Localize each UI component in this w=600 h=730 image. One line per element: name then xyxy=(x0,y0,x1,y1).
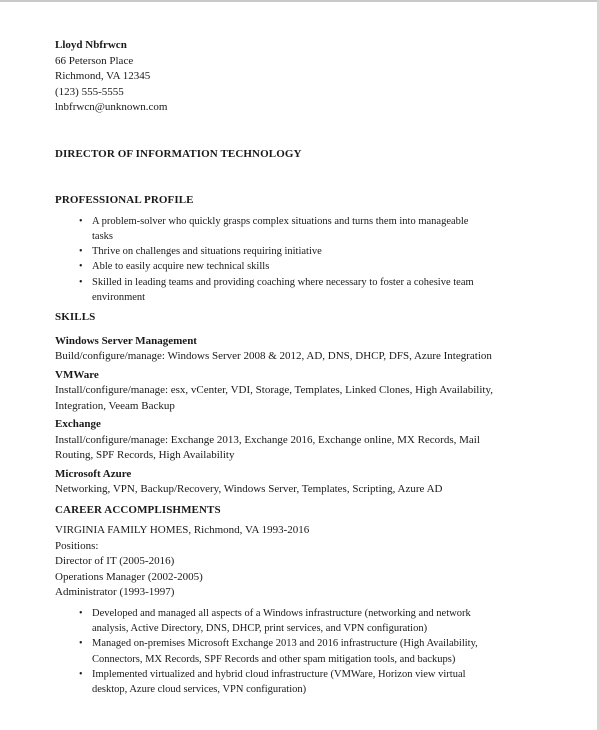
skills-group xyxy=(55,334,555,365)
skills-group xyxy=(55,467,555,498)
profile-item: • Skilled in leading teams and providing coaching where necessary to foster a cohesive team environment xyxy=(79,276,474,303)
bullet-icon: • xyxy=(79,215,83,227)
profile-item: • Able to easily acquire new technical skills xyxy=(92,259,555,274)
bullet-icon: • xyxy=(79,607,83,619)
skill-text: Install/configure/manage: esx, vCenter, VDI, Storage, Templates, Linked Clones, High Availability, xyxy=(55,384,493,397)
profile-item: • A problem-solver who quickly grasps complex situations and turns them into manageable tasks xyxy=(79,215,469,242)
job-title: DIRECTOR OF INFORMATION TECHNOLOGY xyxy=(55,147,302,160)
career-item: • Implemented virtualized and hybrid cloud infrastructure (VMWare, Horizon view virtual desktop, Azure cloud services, VPN configuration) xyxy=(79,668,466,696)
contact-address-line-1: 66 Peterson Place xyxy=(55,54,134,67)
bullet-icon: • xyxy=(79,668,83,680)
contact-email: lnbfrwcn@unknown.com xyxy=(55,101,168,113)
skill-text: Routing, SPF Records, High Availability xyxy=(55,449,235,462)
resume-content xyxy=(55,38,555,698)
skill-title: Exchange xyxy=(55,418,101,431)
skill-title: Windows Server Management xyxy=(55,334,197,347)
career-item: • Managed on-premises Microsoft Exchange 2013 and 2016 infrastructure (High Availability, Connectors, MX Records, SPF Records and other spam mitigation tools, and backups) xyxy=(79,638,478,665)
skills-group xyxy=(55,368,555,415)
contact-phone: (123) 555-5555 xyxy=(55,85,124,98)
contact-name: Lloyd Nbfrwcn xyxy=(55,39,127,51)
contact-block xyxy=(55,38,555,116)
profile-item: • Thrive on challenges and situations requiring initiative xyxy=(92,244,555,259)
skill-text: Integration, Veeam Backup xyxy=(55,399,175,412)
career-item: • Developed and managed all aspects of a Windows infrastructure (networking and network analysis, Active Directory, DNS, DHCP, print services, and VPN configuration) xyxy=(79,607,471,635)
bullet-icon: • xyxy=(79,276,83,288)
skills-heading: SKILLS xyxy=(55,311,96,324)
career-heading: CAREER ACCOMPLISHMENTS xyxy=(55,503,221,516)
skill-title: VMWare xyxy=(55,368,99,381)
skill-title: Microsoft Azure xyxy=(55,467,132,480)
career-positions-label: Positions: xyxy=(55,539,99,552)
skill-text: Install/configure/manage: Exchange 2013, Exchange 2016, Exchange online, MX Records, Mail xyxy=(55,433,480,446)
bullet-icon: • xyxy=(79,261,83,273)
career-position: Operations Manager (2002-2005) xyxy=(55,570,203,583)
profile-heading: PROFESSIONAL PROFILE xyxy=(55,194,194,206)
career-list xyxy=(55,606,555,698)
page-border-top xyxy=(0,0,600,2)
skills-group xyxy=(55,417,555,464)
skill-text: Networking, VPN, Backup/Recovery, Windows Server, Templates, Scripting, Azure AD xyxy=(55,483,443,496)
profile-list xyxy=(55,214,555,306)
bullet-icon: • xyxy=(79,638,83,650)
career-position: Administrator (1993-1997) xyxy=(55,586,175,599)
contact-address-line-2: Richmond, VA 12345 xyxy=(55,70,151,82)
career-employer: VIRGINIA FAMILY HOMES, Richmond, VA 1993-2016 xyxy=(55,524,310,537)
career-position: Director of IT (2005-2016) xyxy=(55,555,175,568)
bullet-icon: • xyxy=(79,246,83,258)
skill-text: Build/configure/manage: Windows Server 2008 & 2012, AD, DNS, DHCP, DFS, Azure Integration xyxy=(55,350,492,363)
